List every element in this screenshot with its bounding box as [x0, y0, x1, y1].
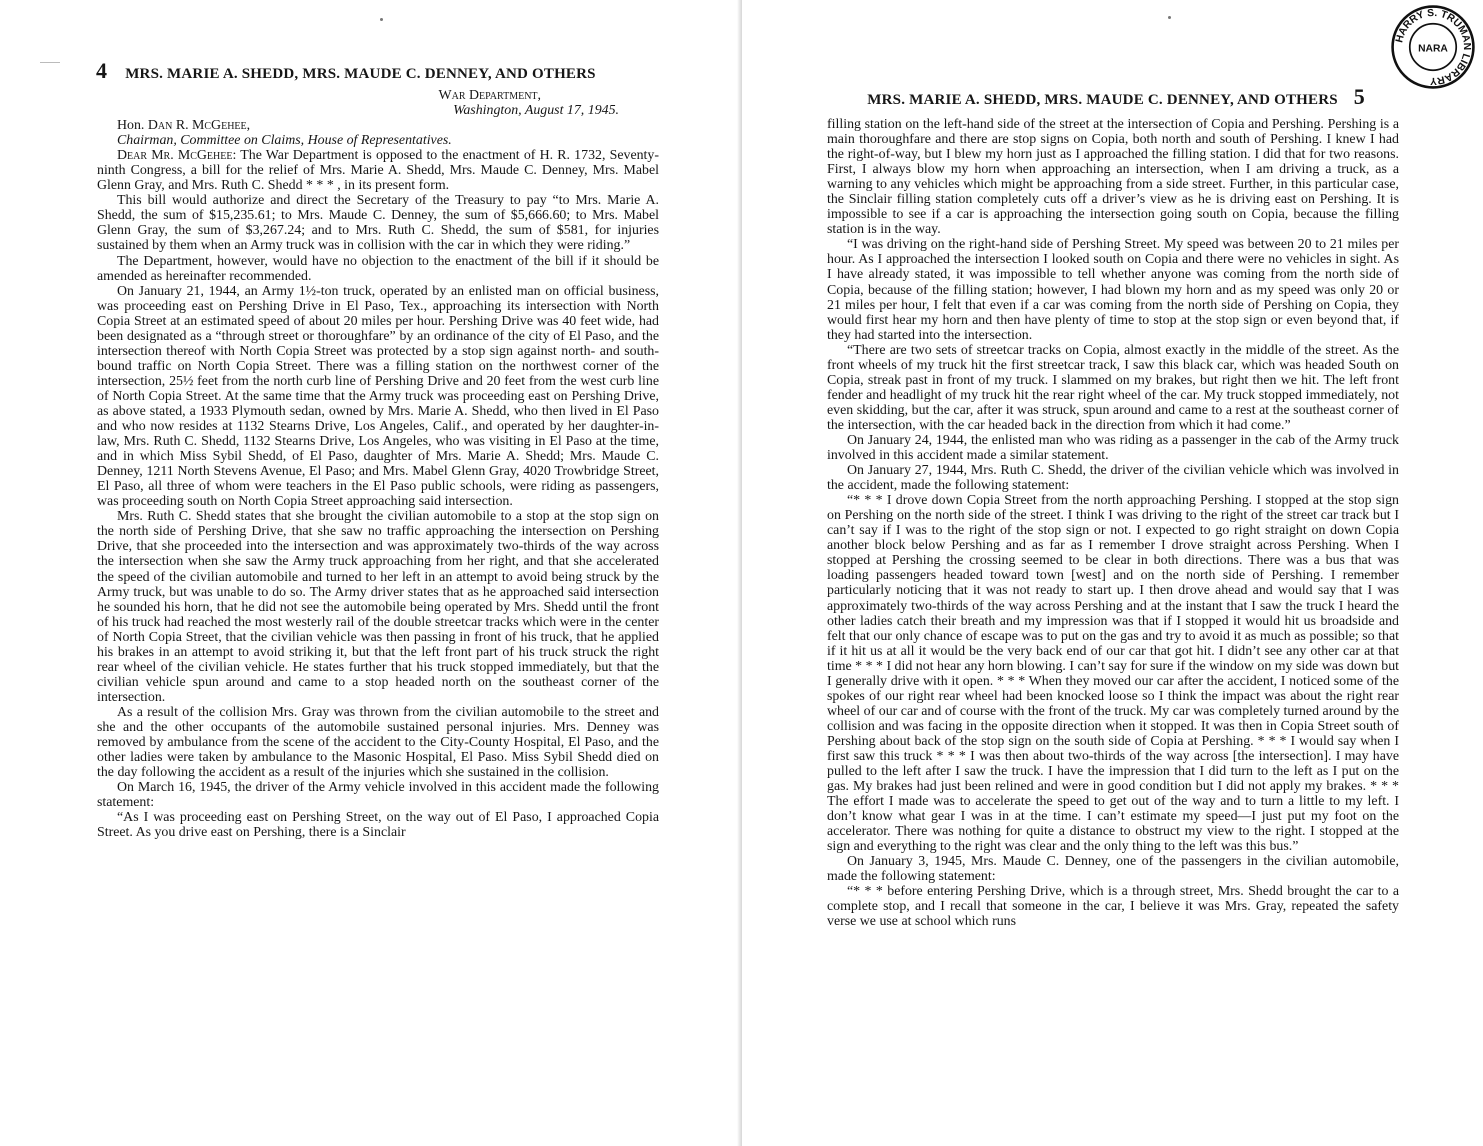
- letterhead-dateline: Washington, August 17, 1945.: [453, 103, 619, 119]
- paragraph: This bill would authorize and direct the Secretary of the Treasury to pay “to Mrs. Marie A. Shedd, the sum of $15,235.61; to Mrs. Maude C. Denney, the sum of $5,666.60; to Mrs. Mabel Glenn Gray, the sum of $3,267.24; and to Mrs. Ruth C. Shedd, the sum of $581, for injuries sustained by them when an Army truck was in collision with the car in which they were riding.”: [97, 193, 659, 254]
- addressee-line: [97, 118, 659, 133]
- paper-mark: [40, 62, 60, 63]
- left-running-head: [96, 58, 596, 84]
- continued-paragraph: filling station on the left-hand side of the street at the intersection of Copia and Pershing. Pershing is a main thoroughfare and there are stop signs on Copia, both north and south of Pershing. I knew I had the right-of-way, but I blew my horn just as I approached the filling station. I did that for two reasons. First, I always blow my horn when approaching an intersection, when I am driving a truck, as a warning to any vehicles which might be approaching from a side street. Further, in this particular case, the Sinclair filling station completely cuts off a driver’s view as he is driving east on Pershing. It is impossible to see if a car is approaching the intersection going south on Copia, because the filling station is in the way.: [827, 117, 1399, 238]
- left-head-title: MRS. MARIE A. SHEDD, MRS. MAUDE C. DENNEY, AND OTHERS: [125, 66, 596, 82]
- paragraph: On March 16, 1945, the driver of the Army vehicle involved in this accident made the following statement:: [97, 780, 659, 811]
- right-body-text: [827, 117, 1399, 930]
- left-body-text: [97, 88, 659, 840]
- paragraph: “I was driving on the right-hand side of Pershing Street. My speed was between 20 to 21 miles per hour. As I approached the intersection I looked south on Copia and there were no vehicles in sight. As I have already stated, it was impossible to tell whether anyone was coming from the north side of Copia, because of the filling station; however, I had blown my horn and as my speed was only 20 or 21 miles per hour, I felt that even if a car was coming from the north side of Pershing on Copia, they would first hear my horn and then have plenty of time to stop at the stop sign or even beyond that, if they had started into the intersection.: [827, 237, 1399, 343]
- letterhead-department: War Department,: [438, 88, 541, 103]
- paper-speck: [380, 18, 383, 21]
- addressee-prefix: Hon.: [117, 118, 148, 134]
- right-running-head: [867, 84, 1365, 110]
- truman-library-stamp-icon: [1390, 4, 1476, 90]
- right-head-title: MRS. MARIE A. SHEDD, MRS. MAUDE C. DENNEY, AND OTHERS: [867, 92, 1338, 108]
- paragraph: Mrs. Ruth C. Shedd states that she brought the civilian automobile to a stop at the stop sign on the north side of Pershing Drive, that she saw no traffic approaching the intersection on Pershing Drive, that she proceeded into the intersection and was approximately two-thirds of the way across the intersection when she saw the Army truck approaching from her right, and that she accelerated the speed of the civilian automobile and turned to her left in an attempt to avoid being struck by the Army truck, but was unable to do so. The Army driver states that as he approached said intersection he sounded his horn, that he did not see the automobile being operated by Mrs. Shedd until the front of his truck had reached the most westerly rail of the double streetcar tracks which were in the center of North Copia Street, that the civilian vehicle was then passing in front of his truck, that he applied his brakes in an attempt to avoid striking it, but that the left front part of his truck struck the right rear wheel of the civilian vehicle. He states further that his truck stopped immediately, but that the civilian vehicle spun around and came to a stop headed north on the southeast corner of the intersection.: [97, 509, 659, 705]
- salutation: Dear Mr. McGehee:: [117, 148, 237, 164]
- paragraph: On January 3, 1945, Mrs. Maude C. Denney, one of the passengers in the civilian automobile, made the following statement:: [827, 854, 1399, 885]
- paragraph-text: The War Department is opposed to the enactment of H. R. 1732, Seventy-ninth Congress, a bill for the relief of Mrs. Marie A. Shedd, Mrs. Maude C. Denney, Mrs. Mabel Glenn Gray, and Mrs. Ruth C. Shedd * * * , in its present form.: [97, 148, 659, 194]
- paragraph: On January 21, 1944, an Army 1½-ton truck, operated by an enlisted man on official business, was proceeding east on Pershing Drive in El Paso, Tex., approaching its intersection with North Copia Street at an estimated speed of about 20 miles per hour. Pershing Drive was 40 feet wide, had been designated as a “through street or thoroughfare” by an ordinance of the city of El Paso, and the intersection thereof with North Copia Street was protected by a stop sign against north- and south-bound traffic on North Copia Street. There was a filling station on the northwest corner of the intersection, 25½ feet from the north curb line of Pershing Drive and 20 feet from the west curb line of North Copia Street. At the same time that the Army truck was proceeding east on Pershing Drive, as above stated, a 1933 Plymouth sedan, owned by Mrs. Marie A. Shedd, who then lived in El Paso and who now resides at 1132 Stearns Drive, Los Angeles, Calif., and operated by her daughter-in-law, Mrs. Ruth C. Shedd, 1132 Stearns Drive, Los Angeles, who was visiting in El Paso at the time, and in which Miss Sybil Shedd, of El Paso, daughter of Mrs. Marie A. Shedd; Mrs. Maude C. Denney, 1211 North Stevens Avenue, El Paso; and Mrs. Mabel Glenn Gray, 4020 Trowbridge Street, El Paso, all three of whom were teachers in the El Paso public schools, were riding as passengers, was proceeding south on North Copia Street approaching said intersection.: [97, 283, 659, 510]
- paragraph: On January 27, 1944, Mrs. Ruth C. Shedd, the driver of the civilian vehicle which was involved in the accident, made the following statement:: [827, 463, 1399, 494]
- paragraph: On January 24, 1944, the enlisted man who was riding as a passenger in the cab of the Army truck involved in this accident made a similar statement.: [827, 432, 1399, 464]
- paragraph: The Department, however, would have no objection to the enactment of the bill if it should be amended as hereinafter recommended.: [97, 253, 659, 284]
- paragraph: “* * * before entering Pershing Drive, which is a through street, Mrs. Shedd brought the car to a complete stop, and I recall that someone in the car, I believe it was Mrs. Gray, repeated the safety verse we use at school which runs: [827, 884, 1399, 930]
- addressee-title: Chairman, Committee on Claims, House of Representatives.: [117, 133, 452, 149]
- right-page: [742, 0, 1483, 1146]
- paragraph: “* * * I drove down Copia Street from the north approaching Pershing. I stopped at the stop sign on Pershing on the north side of the street. I think I was driving to the right of the street car track but I can’t say if I was to the right of the stop sign or not. I expected to go right straight on down Copia another block below Pershing and as far as I remember I drove straight across Pershing. When I stopped at Pershing the crossing seemed to be clear in both directions. There was a bus that was loading passengers headed toward town [west] and on the north side of Pershing. I remember particularly noticing that it was not ready to start up. I then drove ahead and would say that I was approximately two-thirds of the way across Pershing and at the instant that I saw the truck I heard the other ladies catch their breath and my impression was that if I stopped it would hit us broadside and felt that our only chance of escape was to put on the gas and try to avoid it as much as possible; so that if it hit us at all it would be the very back end of our car that got hit. I didn’t see any other car at that time * * * I did not hear any horn blowing. I can’t say for sure if the window on my side was down but I generally drive with it open. * * * When they moved our car after the accident, I noticed some of the spokes of our right rear wheel had been knocked loose so I think the impact was about the right rear wheel of our car and of course with the front of the truck. My car was completely turned around by the collision and was facing in the opposite direction when it stopped. It was then in Copia Street south of Pershing about back of the stop sign on the south side of Copia at Pershing. * * * I would say when I first saw this truck * * * I was then about two-thirds of the way across [the intersection]. I may have pulled to the left after I saw the truck. I have the impression that I did turn to the left as I put on the gas. My brakes had just been relined and were in good condition but I did not apply my brakes. * * * The effort I made was to accelerate the speed to get out of the way and to turn a little to my left. I don’t know what gear I was in at the time. I can’t estimate my speed—I just put my foot on the accelerator. There was nothing for quite a distance to obstruct my view to the right. I stopped at the sign and everything to the right was clear and the only thing to the left was this bus.”: [827, 493, 1399, 855]
- addressee-name: Dan R. McGehee,: [147, 118, 251, 134]
- left-page-number: 4: [96, 58, 108, 83]
- right-page-number: 5: [1353, 84, 1365, 109]
- paper-speck: [1168, 16, 1171, 19]
- paragraph: “There are two sets of streetcar tracks on Copia, almost exactly in the middle of the street. As the front wheels of my truck hit the first streetcar track, I saw this black car, which was headed South on Copia, streak past in front of my truck. I slammed on my brakes, but right then we hit. The left front fender and headlight of my truck hit the rear right wheel of the car. My truck stopped immediately, not even skidding, but the car, after it was struck, spun around and came to a rest at the southeast corner of the intersection, with the car headed back in the direction from which it had come.”: [827, 342, 1399, 433]
- paragraph: “As I was proceeding east on Pershing Street, on the way out of El Paso, I approached Copia Street. As you drive east on Pershing, there is a Sinclair: [97, 810, 659, 841]
- stamp-ring-text: HARRY S. TRUMAN LIBRARY: [1394, 7, 1473, 87]
- paragraph: [97, 148, 659, 193]
- paragraph: As a result of the collision Mrs. Gray was thrown from the civilian automobile to the street and she and the other occupants of the automobile sustained personal injuries. Mrs. Denney was removed by ambulance from the scene of the accident to the City-County Hospital, El Paso, and the other ladies were taken by ambulance to the Masonic Hospital, El Paso. Miss Sybil Shedd died on the day following the accident as a result of the injuries which she sustained in the collision.: [97, 704, 659, 781]
- stamp-center-text: NARA: [1418, 43, 1448, 55]
